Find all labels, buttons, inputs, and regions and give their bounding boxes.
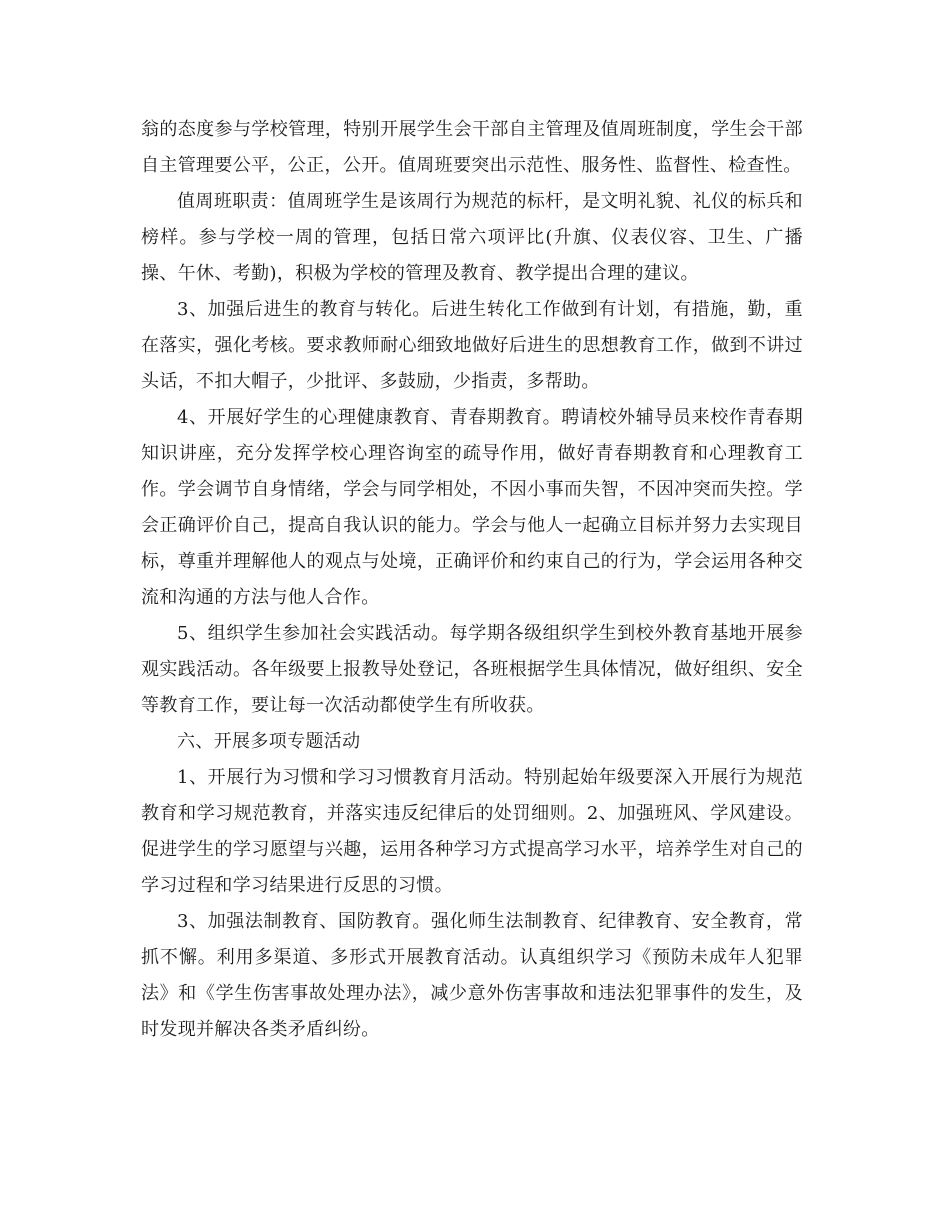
paragraph-item-4-mental-health: 4、开展好学生的心理健康教育、青春期教育。聘请校外辅导员来校作青春期知识讲座，充分发挥学校心理咨询室的疏导作用，做好青春期教育和心理教育工作。学会调节自身情绪，学会与同学相处，不因小事而失智，不因冲突而失控。学会正确评价自己，提高自我认识的能力。学会与他人一起确立目标并努力去实现目标，尊重并理解他人的观点与处境，正确评价和约束自己的行为，学会运用各种交流和沟通的方法与他人合作。 (141, 407, 803, 608)
paragraph-duty-week-class: 值周班职责：值周班学生是该周行为规范的标杆，是文明礼貌、礼仪的标兵和榜样。参与学校一周的管理，包括日常六项评比(升旗、仪表仪容、卫生、广播操、午休、考勤)，积极为学校的管理及教育、教学提出合理的建议。 (141, 191, 803, 284)
paragraph-item-1-habits: 1、开展行为习惯和学习习惯教育月活动。特别起始年级要深入开展行为规范教育和学习规范教育，并落实违反纪律后的处罚细则。2、加强班风、学风建设。促进学生的学习愿望与兴趣，运用各种学习方式提高学习水平，培养学生对自己的学习过程和学习结果进行反思的习惯。 (141, 767, 803, 896)
section-heading-special-activities: 六、开展多项专题活动 (177, 731, 361, 752)
paragraph-continuation: 翁的态度参与学校管理，特别开展学生会干部自主管理及值周班制度，学生会干部自主管理要公平，公正，公开。值周班要突出示范性、服务性、监督性、检查性。 (141, 119, 803, 176)
paragraph-item-3-underachievers: 3、加强后进生的教育与转化。后进生转化工作做到有计划，有措施，勤，重在落实，强化考核。要求教师耐心细致地做好后进生的思想教育工作，做到不讲过头话，不扣大帽子，少批评、多鼓励，少指责，多帮助。 (141, 299, 803, 392)
document-body (141, 112, 803, 1048)
paragraph-item-3-legal-education: 3、加强法制教育、国防教育。强化师生法制教育、纪律教育、安全教育，常抓不懈。利用多渠道、多形式开展教育活动。认真组织学习《预防未成年人犯罪法》和《学生伤害事故处理办法》，减少意外伤害事故和违法犯罪事件的发生，及时发现并解决各类矛盾纠纷。 (141, 911, 803, 1040)
paragraph-item-5-social-practice: 5、组织学生参加社会实践活动。每学期各级组织学生到校外教育基地开展参观实践活动。各年级要上报教导处登记，各班根据学生具体情况，做好组织、安全等教育工作，要让每一次活动都使学生有所收获。 (141, 623, 803, 716)
